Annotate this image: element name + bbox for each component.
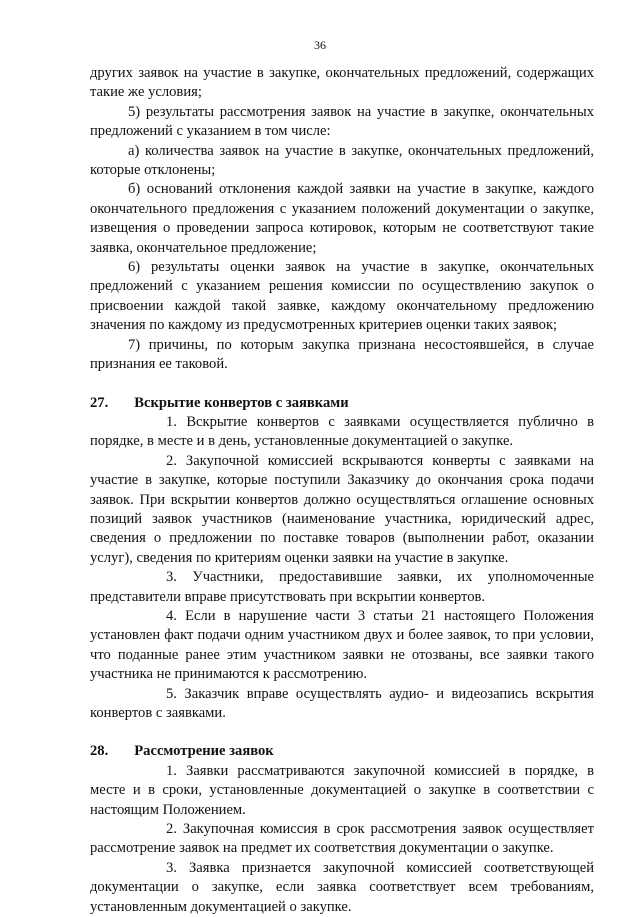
list-item — [90, 607, 594, 685]
item-number: 2. — [166, 452, 177, 469]
item-number: 3. — [166, 569, 177, 586]
item-text: Закупочная комиссия в срок рассмотрения заявок осуществляет рассмотрение заявок на предмет их соответствия документации о закупке. — [90, 821, 594, 857]
section-title: Рассмотрение заявок — [134, 743, 274, 760]
section-heading — [90, 742, 594, 761]
section-number: 28. — [90, 743, 109, 760]
item-text: Заявки рассматриваются закупочной комиссией в порядке, в месте и в сроки, установленные документацией о закупке в соответствии с настоящим Положением. — [90, 762, 594, 818]
paragraph: 6) результаты оценки заявок на участие в закупке, окончательных предложений с указанием решения комиссии по осуществлению закупок о присвоении каждой такой заявке, каждому окончательному предложению значения по каждому из предусмотренных критериев оценки таких заявок; — [90, 259, 594, 334]
list-item — [90, 413, 594, 452]
item-number: 5. — [166, 685, 177, 702]
item-number: 3. — [166, 859, 177, 876]
paragraph: 5) результаты рассмотрения заявок на участие в закупке, окончательных предложений с указанием в том числе: — [90, 103, 594, 140]
paragraph: других заявок на участие в закупке, окончательных предложений, содержащих такие же условия; — [90, 65, 594, 101]
section-title: Вскрытие конвертов с заявками — [134, 394, 349, 411]
section-heading — [90, 394, 594, 413]
section-number: 27. — [90, 394, 109, 411]
list-item — [90, 568, 594, 607]
list-item — [90, 685, 594, 724]
list-item — [90, 762, 594, 820]
list-item — [90, 859, 594, 917]
item-text: Вскрытие конвертов с заявками осуществляется публично в порядке, в месте и в день, установленные документацией о закупке. — [90, 413, 595, 450]
paragraph: 7) причины, по которым закупка признана несостоявшейся, в случае признания ее таковой. — [90, 336, 594, 373]
item-text: Участники, предоставившие заявки, их уполномоченные представители вправе присутствовать при вскрытии конвертов. — [90, 569, 594, 605]
item-text: Закупочной комиссией вскрываются конверты с заявками на участие в закупке, которые поступили Заказчику до окончания срока подачи заявок. При вскрытии конвертов должно осуществляться оглашение основных позиций заявок участников (наименование участника, юридический адрес, сведения о предложении по поставке товаров (выполнении работ, оказании услуг), сведения по критериям оценки заявки на участие в закупке. — [90, 452, 594, 566]
document-body — [90, 64, 594, 917]
item-number: 1. — [166, 413, 177, 430]
item-text: Если в нарушение части 3 статьи 21 настоящего Положения установлен факт подачи одним участником двух и более заявок, то при условии, что поданные ранее этим участником заявки не отозваны, все заявки такого участника не принимаются к рассмотрению. — [90, 607, 594, 683]
paragraph: б) оснований отклонения каждой заявки на участие в закупке, каждого окончательного предложения с указанием положений документации о закупке, извещения о проведении запроса котировок, которым не соответствуют такие заявка, окончательное предложение; — [90, 181, 594, 256]
list-item — [90, 452, 594, 568]
list-item — [90, 820, 594, 859]
page-number: 36 — [314, 38, 326, 52]
paragraph: а) количества заявок на участие в закупке, окончательных предложений, которые отклонены; — [90, 142, 594, 179]
item-number: 2. — [166, 821, 177, 838]
item-text: Заявка признается закупочной комиссией соответствующей документации о закупке, если заявка соответствует всем требованиям, установленным документацией о закупке. — [90, 859, 595, 915]
item-number: 1. — [166, 762, 177, 779]
item-number: 4. — [166, 607, 177, 624]
item-text: Заказчик вправе осуществлять аудио- и видеозапись вскрытия конвертов с заявками. — [90, 685, 594, 721]
